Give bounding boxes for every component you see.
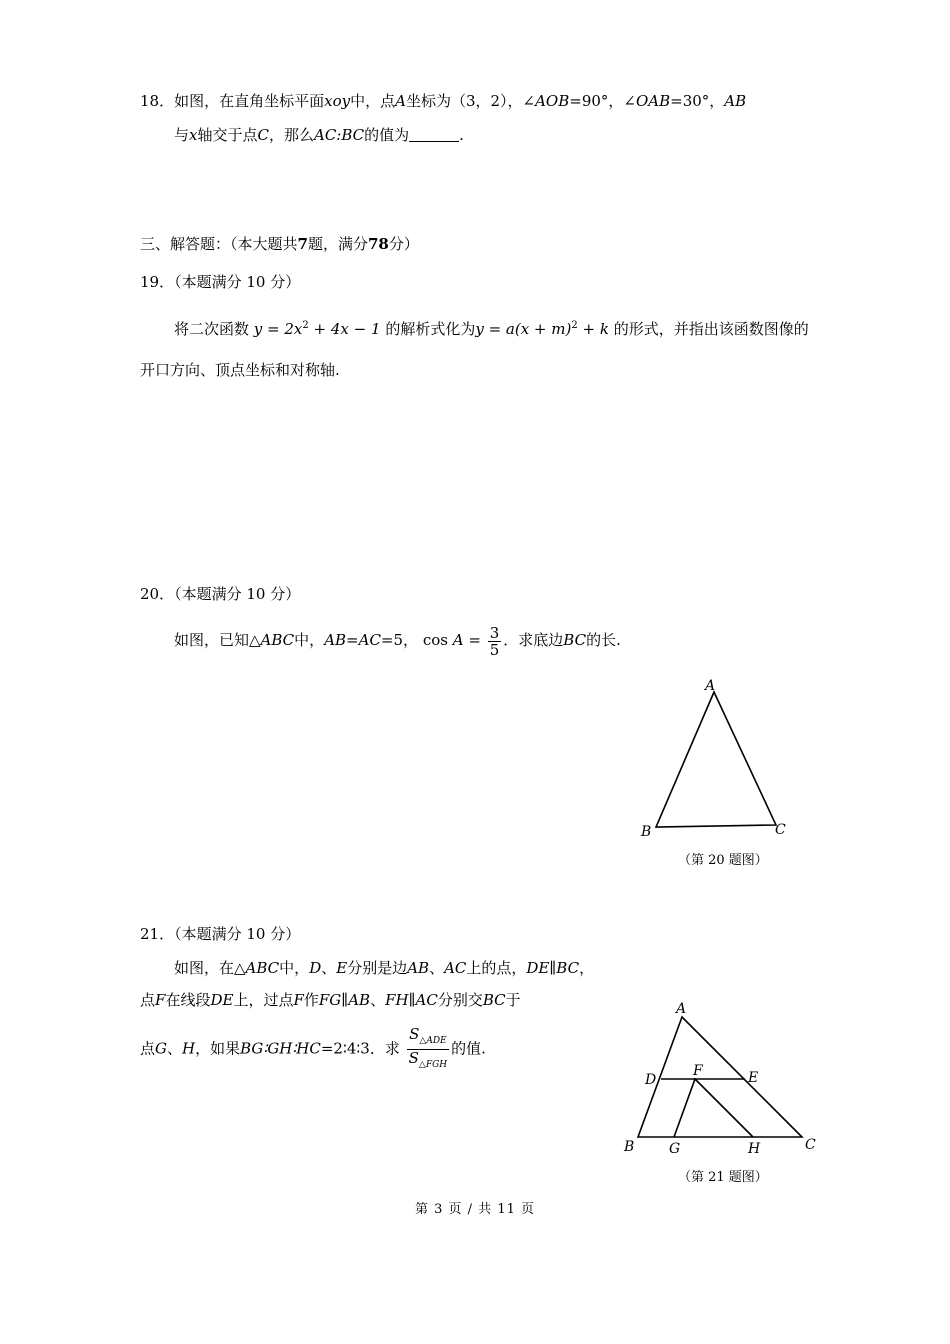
q20-var-eq: AB=AC (324, 631, 381, 649)
q21-fraction-den (407, 1050, 450, 1073)
page-footer: 第 3 页 / 共 11 页 (415, 1202, 535, 1217)
q18-var-C: C (257, 126, 269, 144)
q21-text: 在线段 (165, 991, 211, 1009)
q21-var-FGAB: FG∥AB (318, 991, 371, 1009)
q21-text: 中， (279, 959, 310, 977)
q21-label-G: G (669, 1141, 681, 1157)
q21-var-F: F (155, 991, 166, 1009)
q21-fraction-num (407, 1026, 449, 1050)
q21-text: ，如果 (195, 1039, 241, 1058)
q21-triangle-FGH (674, 1079, 753, 1137)
q19-formula-1: y = 2x (253, 320, 303, 338)
q21-var-AC: AC (444, 959, 467, 977)
q18-text: . (459, 126, 464, 144)
q18-text: ，那么 (268, 126, 314, 144)
q21-var-ABC: ABC (245, 959, 280, 977)
q21-sub-FGH: △FGH (418, 1060, 448, 1070)
q20-cos: cos (422, 631, 448, 649)
q20-label-C: C (775, 822, 786, 838)
q18-var-AB: AB (724, 92, 747, 110)
q19-exponent: 2 (302, 320, 309, 331)
q21-triangle-ABC (638, 1017, 802, 1137)
q21-var-D: D (309, 959, 322, 977)
q20-equals: = (468, 631, 481, 649)
section-3-header (140, 234, 419, 254)
section-3-score: 78 (367, 235, 389, 253)
q21-label-H: H (748, 1141, 761, 1157)
q19-text: 将二次函数 (174, 320, 250, 338)
q20-text: 中， (294, 631, 325, 649)
q21-label-E: E (748, 1070, 759, 1086)
q18-var-A: A (395, 92, 406, 110)
q20-var-A: A (452, 631, 464, 649)
q18-line1 (140, 91, 746, 111)
q21-line1 (174, 958, 594, 978)
q19-line1 (174, 316, 809, 339)
q18-text: 如图，在直角坐标平面 (174, 92, 325, 110)
q18-var-x: x (189, 126, 198, 144)
q21-text: 分别是边 (347, 959, 408, 977)
q21-label-F: F (693, 1063, 703, 1079)
q21-line3 (140, 1026, 486, 1073)
q18-var-OAB: OAB (635, 92, 671, 110)
q21-ratio-vals: =2∶4∶3．求 (320, 1039, 400, 1058)
q20-var-ABC: ABC (260, 631, 295, 649)
q20-var-BC: BC (563, 631, 587, 649)
q20-line1 (174, 622, 621, 658)
q18-text: 与 (174, 126, 190, 144)
section-3-text: 题，满分 (307, 235, 368, 253)
q21-text: 上，过点 (233, 991, 294, 1009)
q21-number: 21．（本题满分 10 分） (140, 925, 301, 943)
q21-sub-ADE: △ADE (419, 1036, 447, 1046)
q20-text: 如图，已知△ (174, 631, 261, 649)
q21-label-B: B (624, 1139, 635, 1155)
q19-text: 的形式，并指出该函数图像的 (613, 320, 809, 338)
q20-label-B: B (641, 824, 652, 840)
q21-S: S (409, 1025, 420, 1043)
q19-text: 的解析式化为 (385, 320, 476, 338)
q18-var-AOB: AOB (535, 92, 570, 110)
q20-triangle-figure (630, 675, 800, 845)
q21-label-D: D (645, 1072, 657, 1088)
q20-fraction-den: 5 (489, 640, 500, 659)
q21-var-FHAC: FH∥AC (385, 991, 438, 1009)
q21-text: 、 (429, 959, 445, 977)
q19-number: 19．（本题满分 10 分） (140, 273, 301, 291)
q21-text: 分别交 (437, 991, 483, 1009)
q21-text: 点 (140, 1039, 156, 1058)
q20-caption: （第 20 题图） (678, 853, 768, 868)
q20-text: ．求底边 (503, 631, 564, 649)
q21-area-fraction (407, 1026, 450, 1073)
q21-var-BC: BC (482, 991, 506, 1009)
q20-fraction (488, 625, 502, 658)
q18-text: =30°， (670, 92, 725, 110)
q18-var-xoy: xoy (324, 92, 351, 110)
q21-var-G: G (155, 1039, 167, 1058)
q20-number: 20．（本题满分 10 分） (140, 585, 301, 603)
q20-triangle (656, 692, 776, 827)
q21-text: 、 (167, 1039, 183, 1058)
q21-text: 的值. (451, 1039, 486, 1058)
q18-text: =90°，∠ (569, 92, 636, 110)
q21-text: 作 (303, 991, 319, 1009)
q18-text: 坐标为（3，2），∠ (405, 92, 536, 110)
q18-line2 (174, 125, 464, 145)
q21-var-DEBC: DE∥BC (526, 959, 580, 977)
q21-triangle-figure (618, 995, 828, 1165)
q19-formula-2: y = a(x + m) (475, 320, 572, 338)
q20-label-A: A (705, 678, 716, 694)
q19-formula-1b: + 4x − 1 (308, 320, 381, 338)
q18-text: 的值为 (364, 126, 410, 144)
q20-text: 的长. (586, 631, 621, 649)
section-3-count: 7 (297, 235, 308, 253)
q21-var-E: E (336, 959, 348, 977)
q21-label-A: A (676, 1001, 687, 1017)
q21-var-F: F (293, 991, 304, 1009)
q19-exponent: 2 (571, 320, 578, 331)
q21-var-DE: DE (210, 991, 234, 1009)
q21-S: S (408, 1049, 419, 1067)
q18-number: 18． (140, 92, 175, 110)
q18-answer-blank[interactable] (409, 127, 459, 142)
q21-label-C: C (805, 1137, 816, 1153)
q21-text: ， (579, 959, 595, 977)
q19-line2: 开口方向、顶点坐标和对称轴. (140, 361, 340, 379)
q21-ratio-vars: BG∶GH∶HC (240, 1039, 321, 1058)
q18-text: 轴交于点 (197, 126, 258, 144)
q21-caption: （第 21 题图） (678, 1170, 768, 1185)
q21-text: 点 (140, 991, 156, 1009)
q20-fraction-num: 3 (489, 623, 500, 642)
q18-text: 中，点 (350, 92, 396, 110)
q21-text: 、 (321, 959, 337, 977)
section-3-text: 三、解答题：（本大题共 (140, 235, 298, 253)
q21-text: 、 (370, 991, 386, 1009)
q19-formula-2b: + k (577, 320, 609, 338)
q20-text: =5， (380, 631, 419, 649)
q18-var-ACBC: AC:BC (314, 126, 365, 144)
q21-text: 于 (505, 991, 521, 1009)
q21-var-AB: AB (407, 959, 430, 977)
section-3-text: 分） (388, 235, 419, 253)
q21-text: 上的点， (466, 959, 527, 977)
q21-line2 (140, 990, 521, 1010)
q21-var-H: H (182, 1039, 196, 1058)
q21-text: 如图，在△ (174, 959, 246, 977)
